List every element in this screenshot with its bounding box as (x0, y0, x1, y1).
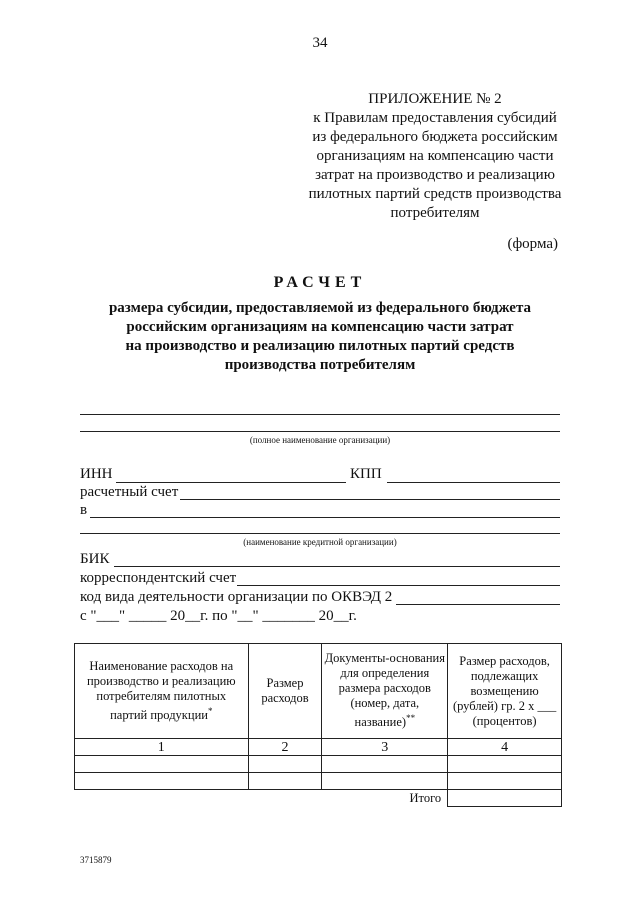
table-row[interactable] (75, 773, 562, 790)
column-number: 3 (322, 739, 448, 756)
bik-field[interactable] (114, 566, 560, 567)
bank-field[interactable] (90, 517, 560, 518)
document-subtitle (80, 299, 560, 375)
table-header-row (75, 644, 562, 739)
period-line[interactable]: с "___" _____ 20__г. по "__" _______ 20__г. (80, 608, 357, 624)
header-cell-documents: Документы-основания для определения размера расходов (номер, дата, название)** (322, 644, 448, 739)
appendix-line: к Правилам предоставления субсидий (313, 110, 557, 126)
form-mark: (форма) (507, 236, 558, 252)
appendix-block (300, 90, 570, 223)
account-field[interactable] (180, 499, 560, 500)
subtitle-line: на производство и реализацию пилотных партий средств (125, 338, 515, 354)
kpp-label: КПП (350, 466, 382, 482)
table-total-row (75, 790, 562, 807)
appendix-heading: ПРИЛОЖЕНИЕ № 2 (368, 91, 502, 107)
page-number: 34 (312, 35, 328, 51)
bank-field-line[interactable] (80, 533, 560, 534)
footnote-mark: * (207, 705, 213, 716)
column-number: 2 (248, 739, 322, 756)
subtitle-line: размера субсидии, предоставляемой из федерального бюджета (108, 300, 532, 316)
expenses-table (74, 643, 562, 807)
appendix-line: из федерального бюджета российским (312, 129, 558, 145)
table-row[interactable] (75, 756, 562, 773)
footnote-mark: ** (406, 713, 416, 724)
corr-account-field[interactable] (237, 585, 560, 586)
appendix-line: организациям на компенсацию части (316, 148, 554, 164)
header-cell-expense-name: Наименование расходов на производство и реализацию потребителям пилотных партий продукции* (75, 644, 249, 739)
column-number: 1 (75, 739, 249, 756)
header-cell-expense-amount: Размер расходов (248, 644, 322, 739)
column-number-row (75, 739, 562, 756)
org-name-caption: (полное наименование организации) (249, 435, 391, 445)
corr-account-label: корреспондентский счет (80, 570, 237, 586)
header-cell-reimbursement: Размер расходов, подлежащих возмещению (рублей) гр. 2 х ___ (процентов) (448, 644, 562, 739)
appendix-line: пилотных партий средств производства (308, 186, 562, 202)
subtitle-line: производства потребителям (224, 357, 416, 373)
org-name-line[interactable] (80, 414, 560, 415)
inn-label: ИНН (80, 466, 113, 482)
document-title: РАСЧЕТ (273, 274, 367, 291)
column-number: 4 (448, 739, 562, 756)
appendix-line: затрат на производство и реализацию (315, 167, 555, 183)
okved-label: код вида деятельности организации по ОКВЭД 2 (80, 589, 393, 605)
appendix-line: потребителям (390, 205, 480, 221)
bik-label: БИК (80, 551, 110, 567)
total-label: Итого (75, 790, 448, 807)
total-value-cell[interactable] (448, 790, 562, 807)
footer-code: 3715879 (80, 855, 112, 865)
bank-label: в (80, 502, 88, 518)
account-label: расчетный счет (80, 484, 179, 500)
okved-field[interactable] (396, 604, 560, 605)
subtitle-line: российским организациям на компенсацию части затрат (126, 319, 514, 335)
inn-field[interactable] (116, 482, 346, 483)
bank-caption: (наименование кредитной организации) (243, 537, 397, 547)
org-name-line[interactable] (80, 431, 560, 432)
kpp-field[interactable] (387, 482, 560, 483)
